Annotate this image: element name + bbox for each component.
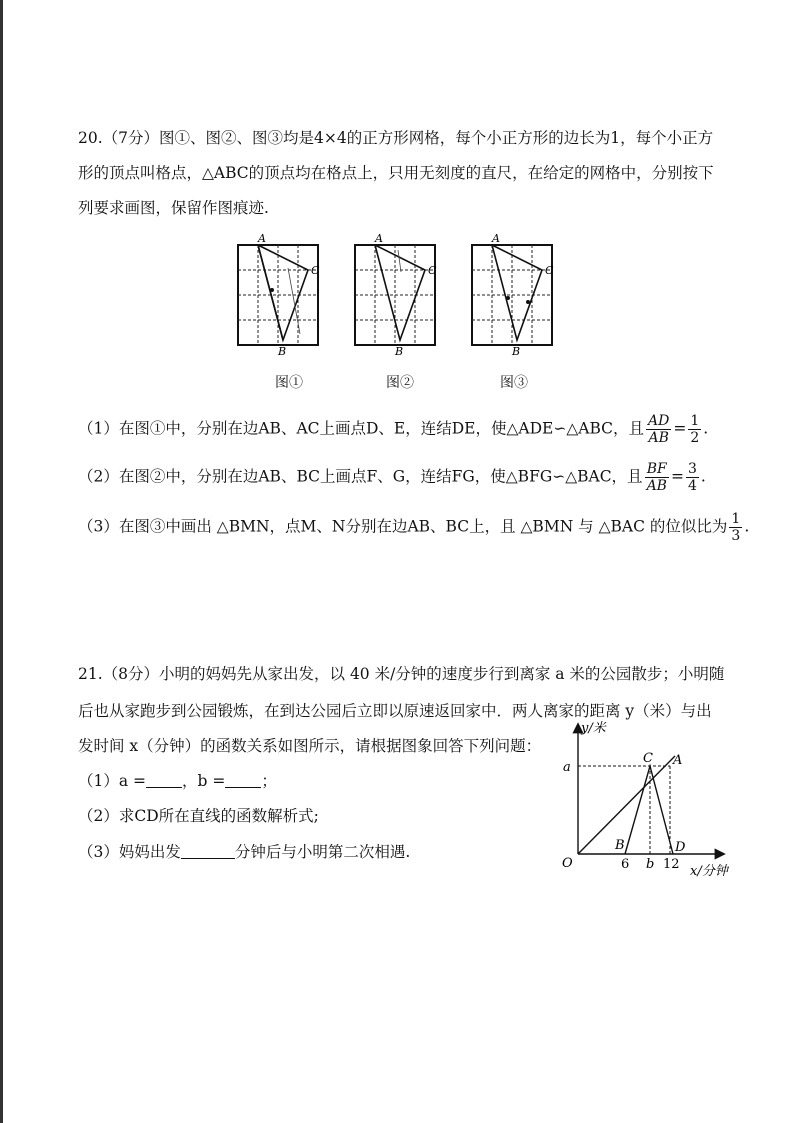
q20-line-1: 20.（7分）图①、图②、图③均是4×4的正方形网格，每个小正方形的边长为1，每个小正方 (78, 129, 714, 147)
q20-part-2-value: $\frac{3}{4}$ (687, 461, 697, 494)
fig1-label-a: A (258, 232, 266, 245)
q21-line-1: 21.（8分）小明的妈妈先从家出发，以 40 米/分钟的速度步行到离家 a 米的公园散步；小明随 (78, 665, 725, 683)
q20-part-2: （2）在图②中，分别在边AB、BC上画点F、G，连结FG，使△BFG∽△BAC，且 $\frac{BF}{AB}$ = $\frac{3}{4}$ . (78, 461, 706, 494)
q20-part-1: （1）在图①中，分别在边AB、AC上画点D、E，连结DE，使△ADE∽△ABC，且 $\frac{AD}{AB}$ = $\frac{1}{2}$ . (78, 413, 709, 446)
fig3-label-b: B (512, 345, 521, 358)
caption-figure-3: 图③ (500, 375, 528, 391)
q20-part-3-text: （3）在图③中画出 △BMN，点M、N分别在边AB、BC上，且 △BMN 与 △BAC 的位似比为 (78, 517, 728, 536)
q20-line-2: 形的顶点叫格点，△ABC的顶点均在格点上，只用无刻度的直尺，在给定的网格中，分别按下 (78, 164, 714, 182)
q20-part-3: （3）在图③中画出 △BMN，点M、N分别在边AB、BC上，且 △BMN 与 △BAC 的位似比为 $\frac{1}{3}$ . (78, 511, 750, 544)
origin-label: O (562, 856, 573, 871)
q21-line-3: 发时间 x（分钟）的函数关系如图所示，请根据图象回答下列问题： (78, 737, 542, 755)
fig2-label-a: A (375, 232, 383, 245)
q20-part-2-text: （2）在图②中，分别在边AB、BC上画点F、G，连结FG，使△BFG∽△BAC，且 (78, 467, 643, 486)
tick-12-label: 12 (663, 857, 680, 872)
grid-figure-2 (345, 230, 445, 360)
page-left-border (0, 0, 3, 1123)
point-b-label: B (615, 838, 625, 853)
fig2-label-c: C (428, 264, 437, 277)
y-axis-label: y/米 (581, 721, 606, 736)
q20-part-1-ratio: $\frac{AD}{AB}$ (647, 413, 670, 446)
q21-part-2: （2）求CD所在直线的函数解析式; (78, 807, 319, 825)
q20-part-1-text: （1）在图①中，分别在边AB、AC上画点D、E，连结DE，使△ADE∽△ABC，且 (78, 419, 644, 438)
fig1-label-b: B (278, 345, 287, 358)
answer-blank-meeting-time[interactable] (181, 858, 235, 859)
fig3-label-a: A (492, 232, 500, 245)
point-a-label: A (673, 753, 683, 768)
caption-figure-1: 图① (275, 375, 303, 391)
caption-figure-2: 图② (386, 375, 414, 391)
tick-a-label: a (563, 760, 571, 775)
q21-part-3: （3）妈妈出发 分钟后与小明第二次相遇. (78, 843, 411, 861)
x-axis-label: x/分钟 (690, 864, 728, 879)
tick-6-label: 6 (621, 857, 630, 872)
distance-time-graph (545, 720, 745, 885)
fig2-label-b: B (395, 345, 404, 358)
point-c-label: C (643, 751, 653, 766)
q21-line-2: 后也从家跑步到公园锻炼，在到达公园后立即以原速返回家中．两人离家的距离 y（米）与出 (78, 702, 712, 720)
q21-part-1: （1）a = ，b = ； (78, 772, 277, 790)
q20-line-3: 列要求画图，保留作图痕迹. (78, 199, 269, 217)
answer-blank-a[interactable] (146, 787, 182, 788)
grid-figure-1 (228, 230, 328, 360)
answer-blank-b[interactable] (225, 787, 261, 788)
q20-part-2-ratio: $\frac{BF}{AB}$ (646, 461, 667, 494)
grid-figure-3 (462, 230, 562, 360)
point-d-label: D (675, 840, 686, 855)
tick-b-label: b (646, 857, 655, 872)
fig1-label-c: C (311, 264, 320, 277)
q20-part-3-value: $\frac{1}{3}$ (731, 511, 741, 544)
fig3-label-c: C (545, 264, 554, 277)
q20-part-1-value: $\frac{1}{2}$ (690, 413, 700, 446)
